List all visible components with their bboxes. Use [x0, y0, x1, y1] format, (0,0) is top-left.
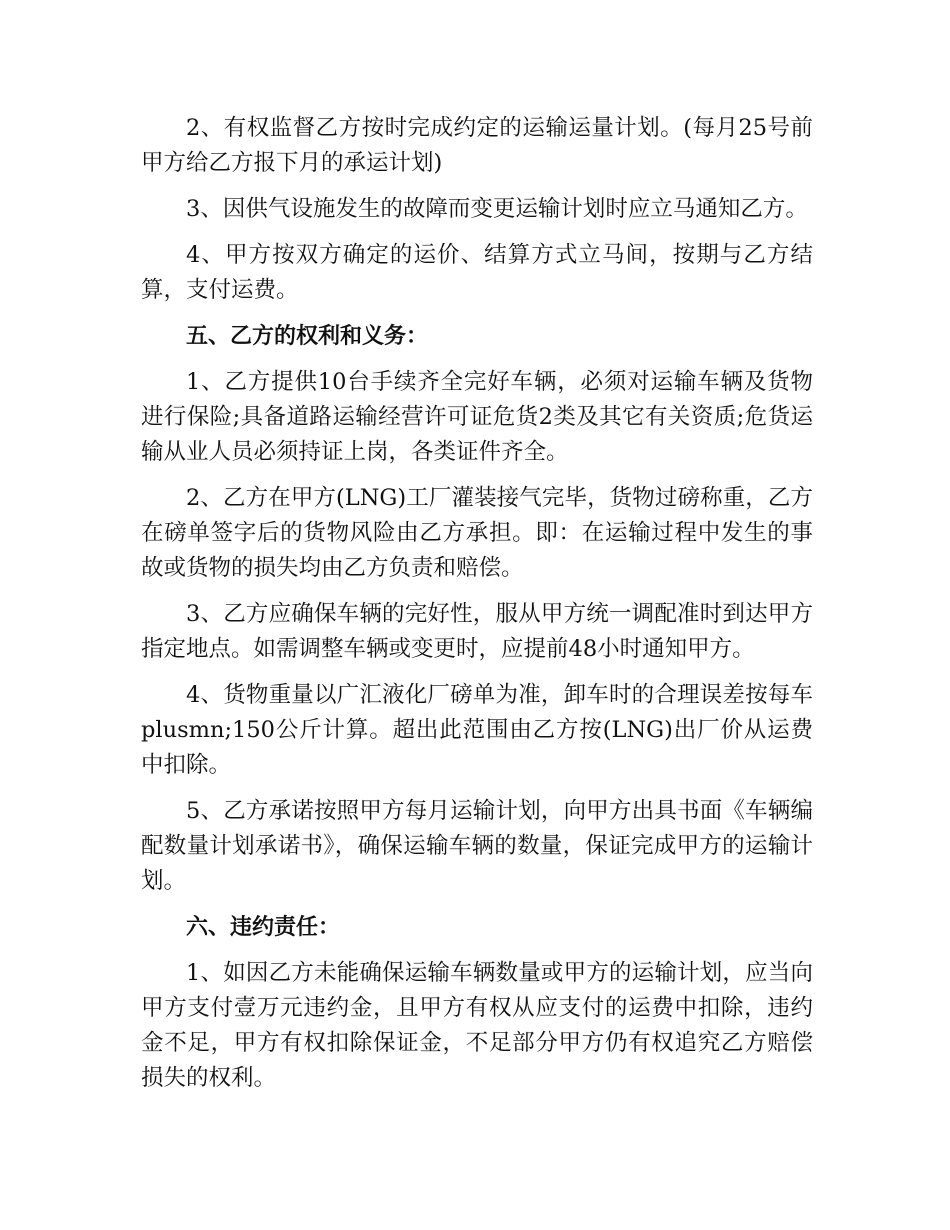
paragraph-clause-5-commitment: 5、乙方承诺按照甲方每月运输计划，向甲方出具书面《车辆编配数量计划承诺书》，确保运输车辆的数量，保证完成甲方的运输计划。 — [141, 798, 813, 894]
paragraph-clause-2-party-a-supervise: 2、有权监督乙方按时完成约定的运输运量计划。(每月25号前甲方给乙方报下月的承运计划) — [141, 115, 813, 176]
paragraph-clause-4-settlement: 4、甲方按双方确定的运价、结算方式立马间，按期与乙方结算，支付运费。 — [141, 242, 813, 303]
paragraph-liability-clause-1: 1、如因乙方未能确保运输车辆数量或甲方的运输计划，应当向甲方支付壹万元违约金，且甲方有权从应支付的运费中扣除，违约金不足，甲方有权扣除保证金，不足部分甲方仍有权追究乙方赔偿损失的权利。 — [141, 960, 813, 1091]
paragraph-clause-3-dispatch: 3、乙方应确保车辆的完好性，服从甲方统一调配准时到达甲方指定地点。如需调整车辆或变更时，应提前48小时通知甲方。 — [141, 601, 813, 662]
paragraph-clause-1-vehicles: 1、乙方提供10台手续齐全完好车辆，必须对运输车辆及货物进行保险;具备道路运输经营许可证危货2类及其它有关资质;危货运输从业人员必须持证上岗，各类证件齐全。 — [141, 369, 813, 465]
section-heading-party-b-rights: 五、乙方的权利和义务： — [186, 324, 429, 349]
paragraph-clause-3-notify-change: 3、因供气设施发生的故障而变更运输计划时应立马通知乙方。 — [186, 196, 808, 222]
paragraph-clause-2-weighing: 2、乙方在甲方(LNG)工厂灌装接气完毕，货物过磅称重，乙方在磅单签字后的货物风险由乙方承担。即：在运输过程中发生的事故或货物的损失均由乙方负责和赔偿。 — [141, 485, 813, 581]
document-body — [141, 111, 813, 1107]
paragraph-clause-4-weight-tolerance: 4、货物重量以广汇液化厂磅单为准，卸车时的合理误差按每车plusmn;150公斤计算。超出此范围由乙方按(LNG)出厂价从运费中扣除。 — [141, 682, 813, 778]
section-heading-liability: 六、违约责任： — [186, 915, 341, 940]
